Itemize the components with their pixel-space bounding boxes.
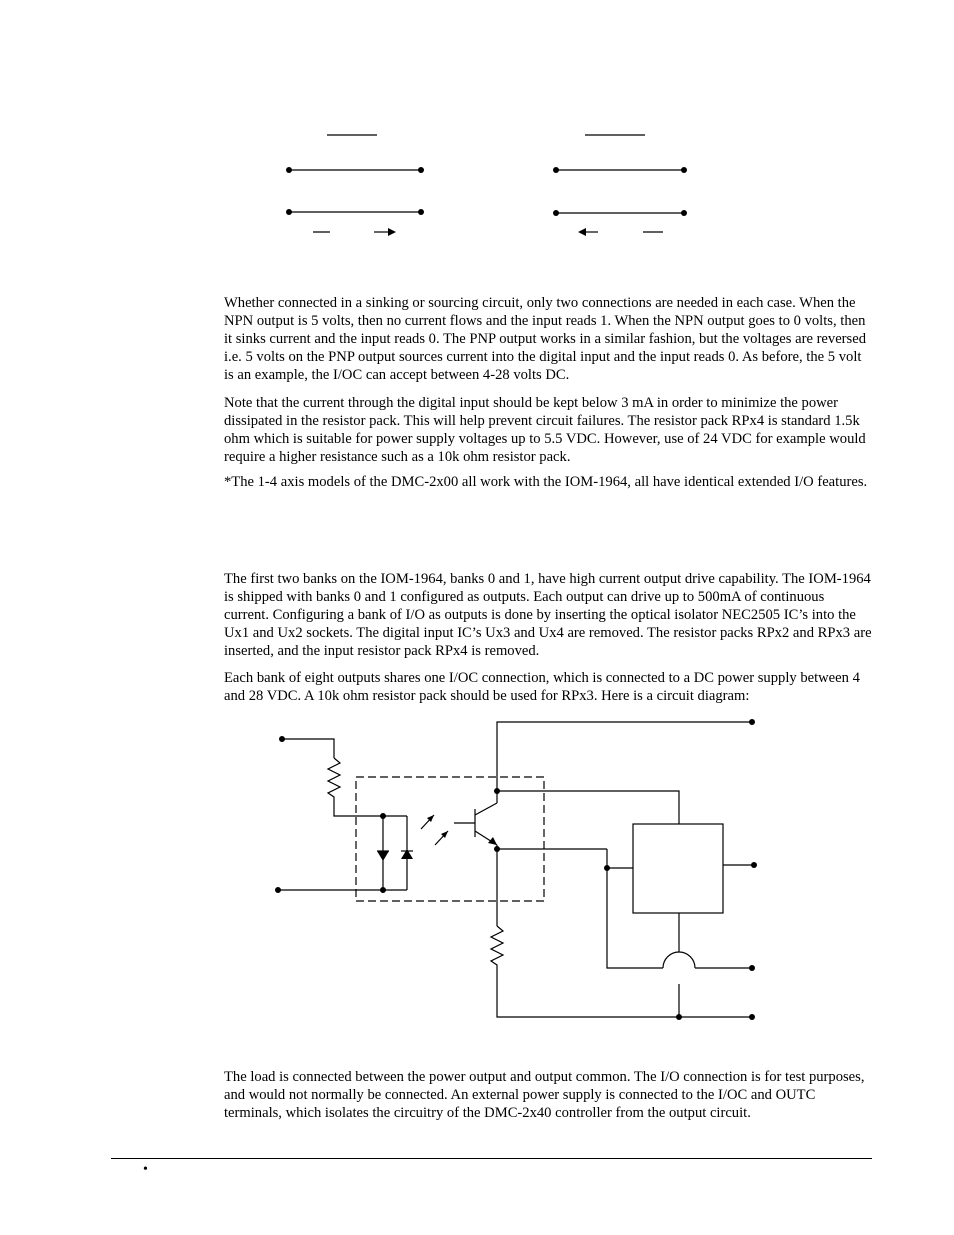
paragraph-sinking-sourcing: Whether connected in a sinking or sourcing circuit, only two connections are needed in each case. When the NPN output is 5 volts, then no current flows and the input reads 1. When the NPN output goes to 0 volts, then it sinks current and the input reads 0. The PNP output works in a similar fashion, but the voltages are reversed i.e. 5 volts on the PNP output sources current into the digital input and the input reads 0. As before, the 5 volt is an example, the I/OC can accept between 4-28 volts DC. (224, 295, 866, 383)
paragraph-axis-models-note: *The 1-4 axis models of the DMC-2x00 all work with the IOM-1964, all have identical extended I/O features. (224, 474, 868, 490)
paragraph-high-current-banks: The first two banks on the IOM-1964, banks 0 and 1, have high current output drive capability. The IOM-1964 is shipped with banks 0 and 1 configured as outputs. Each output can drive up to 500mA of continuous current. Configuring a bank of I/O as outputs is done by inserting the optical isolator NEC2505 IC’s into the Ux1 and Ux2 sockets. The digital input IC’s Ux3 and Ux4 are removed. The resistor packs RPx2 and RPx3 are inserted, and the input resistor pack RPx4 is removed. (224, 571, 872, 659)
footer-bullet: • (143, 1162, 148, 1177)
paragraph-load-connection: The load is connected between the power output and output common. The I/O connection is for test purposes, and would not normally be connected. An external power supply is connected to the I/OC and OUTC terminals, which isolates the circuitry of the DMC-2x40 controller from the output circuit. (224, 1069, 865, 1121)
footer-rule (111, 1158, 872, 1159)
paragraph-current-note: Note that the current through the digital input should be kept below 3 mA in order to minimize the power dissipated in the resistor pack. This will help prevent circuit failures. The resistor pack RPx4 is standard 1.5k ohm which is suitable for power supply voltages up to 5.5 VDC. However, use of 24 VDC for example would require a higher resistance such as a 10k ohm resistor pack. (224, 395, 866, 465)
paragraph-output-banks: Each bank of eight outputs shares one I/OC connection, which is connected to a DC power supply between 4 and 28 VDC. A 10k ohm resistor pack should be used for RPx3. Here is a circuit diagram: (224, 670, 860, 704)
